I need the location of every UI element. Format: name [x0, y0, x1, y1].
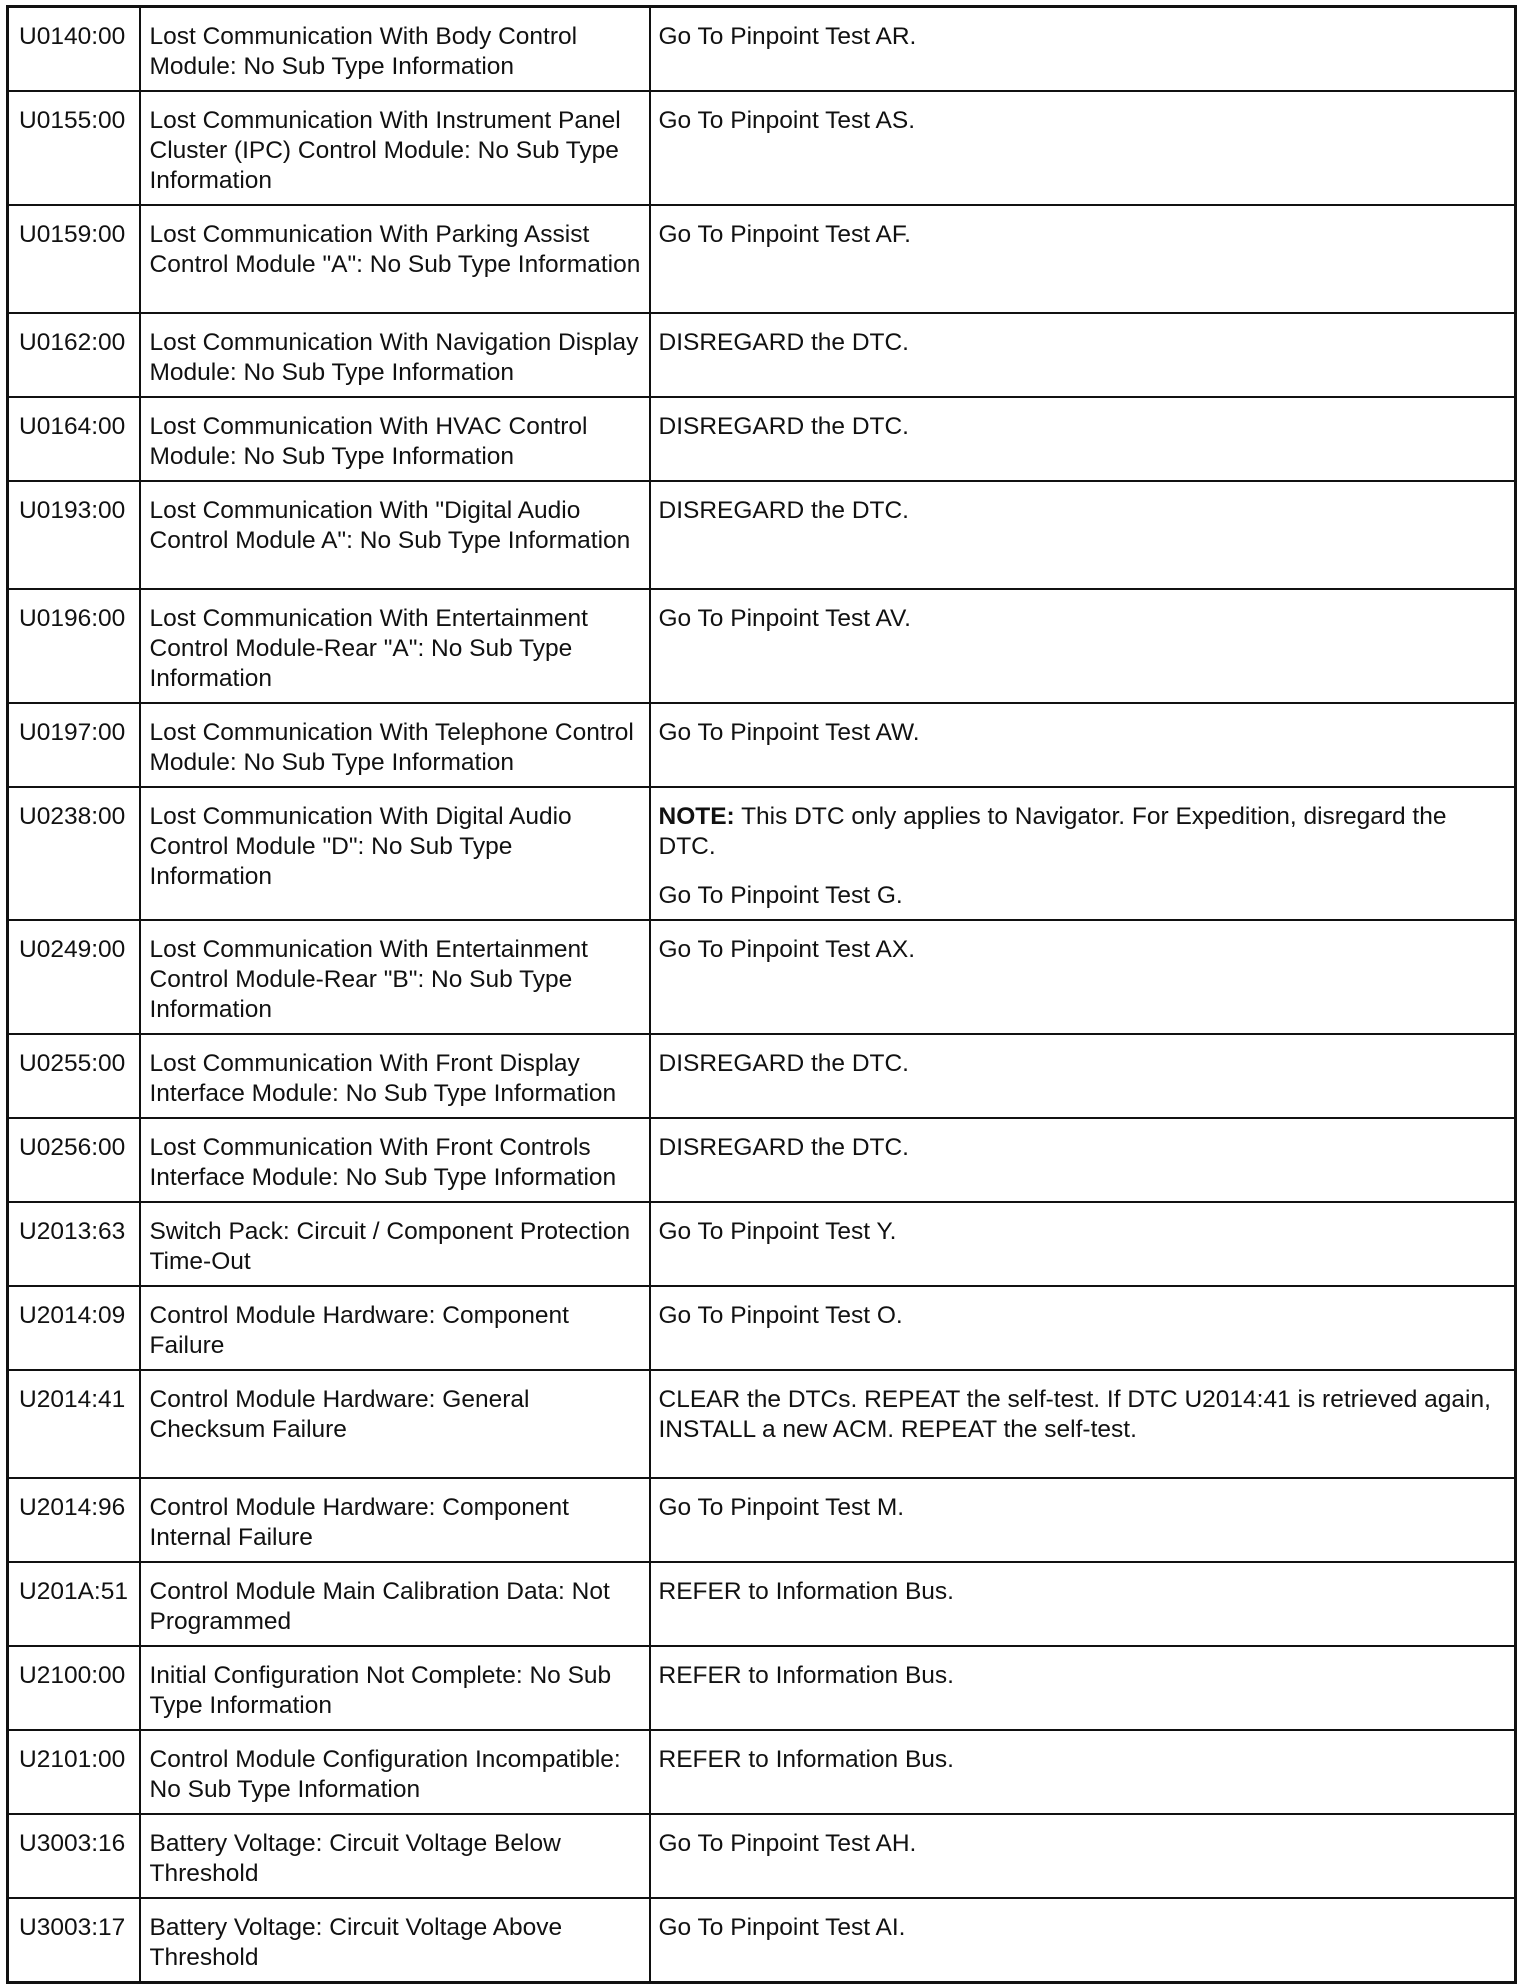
dtc-description: Control Module Hardware: Component Internal Failure: [140, 1478, 650, 1562]
table-row: [8, 1562, 1516, 1646]
dtc-description: Lost Communication With Front Display Interface Module: No Sub Type Information: [140, 1034, 650, 1118]
dtc-description: Lost Communication With Entertainment Control Module-Rear "A": No Sub Type Information: [140, 589, 650, 703]
table-row: [8, 1814, 1516, 1898]
table-row: [8, 703, 1516, 787]
dtc-code: U2101:00: [8, 1730, 140, 1814]
dtc-code: U0249:00: [8, 920, 140, 1034]
table-row: [8, 1478, 1516, 1562]
table-row: [8, 920, 1516, 1034]
dtc-description: Battery Voltage: Circuit Voltage Above Threshold: [140, 1898, 650, 1983]
dtc-code: U0164:00: [8, 397, 140, 481]
dtc-description: Lost Communication With Telephone Control Module: No Sub Type Information: [140, 703, 650, 787]
dtc-action: Go To Pinpoint Test O.: [650, 1286, 1516, 1370]
dtc-code: U0256:00: [8, 1118, 140, 1202]
dtc-code: U2014:96: [8, 1478, 140, 1562]
dtc-action: Go To Pinpoint Test AR.: [650, 7, 1516, 92]
dtc-action: DISREGARD the DTC.: [650, 1118, 1516, 1202]
dtc-action: DISREGARD the DTC.: [650, 397, 1516, 481]
dtc-action: Go To Pinpoint Test AX.: [650, 920, 1516, 1034]
dtc-code: U0193:00: [8, 481, 140, 589]
dtc-action: Go To Pinpoint Test M.: [650, 1478, 1516, 1562]
dtc-description: Battery Voltage: Circuit Voltage Below Threshold: [140, 1814, 650, 1898]
table-row: [8, 205, 1516, 313]
table-row: [8, 397, 1516, 481]
dtc-description: Control Module Main Calibration Data: Not Programmed: [140, 1562, 650, 1646]
table-row: [8, 1118, 1516, 1202]
note-label: NOTE:: [658, 803, 735, 830]
dtc-description: Control Module Configuration Incompatible: No Sub Type Information: [140, 1730, 650, 1814]
table-row: [8, 1730, 1516, 1814]
dtc-description: Switch Pack: Circuit / Component Protection Time-Out: [140, 1202, 650, 1286]
dtc-description: Lost Communication With "Digital Audio Control Module A": No Sub Type Information: [140, 481, 650, 589]
dtc-code: U2014:41: [8, 1370, 140, 1478]
note-paragraph: [659, 802, 1507, 862]
table-row: [8, 1034, 1516, 1118]
dtc-code: U3003:17: [8, 1898, 140, 1983]
dtc-action: DISREGARD the DTC.: [650, 481, 1516, 589]
dtc-code: U0140:00: [8, 7, 140, 92]
table-row: [8, 1370, 1516, 1478]
dtc-description: Lost Communication With Instrument Panel Cluster (IPC) Control Module: No Sub Type Information: [140, 91, 650, 205]
dtc-code: U0255:00: [8, 1034, 140, 1118]
dtc-action: Go To Pinpoint Test AI.: [650, 1898, 1516, 1983]
dtc-action: Go To Pinpoint Test AF.: [650, 205, 1516, 313]
dtc-action: Go To Pinpoint Test Y.: [650, 1202, 1516, 1286]
dtc-code: U201A:51: [8, 1562, 140, 1646]
dtc-action: Go To Pinpoint Test AS.: [650, 91, 1516, 205]
dtc-description: Lost Communication With HVAC Control Module: No Sub Type Information: [140, 397, 650, 481]
dtc-action: Go To Pinpoint Test AV.: [650, 589, 1516, 703]
table-row: [8, 1202, 1516, 1286]
dtc-action: REFER to Information Bus.: [650, 1562, 1516, 1646]
table-row: [8, 481, 1516, 589]
table-row: [8, 313, 1516, 397]
table-row: [8, 7, 1516, 92]
dtc-action: DISREGARD the DTC.: [650, 1034, 1516, 1118]
dtc-code: U2100:00: [8, 1646, 140, 1730]
dtc-code: U0155:00: [8, 91, 140, 205]
dtc-description: Lost Communication With Entertainment Control Module-Rear "B": No Sub Type Information: [140, 920, 650, 1034]
dtc-action: CLEAR the DTCs. REPEAT the self-test. If DTC U2014:41 is retrieved again, INSTALL a new ACM. REPEAT the self-test.: [650, 1370, 1516, 1478]
dtc-code: U2013:63: [8, 1202, 140, 1286]
dtc-code: U0162:00: [8, 313, 140, 397]
table-row: [8, 1898, 1516, 1983]
dtc-description: Lost Communication With Parking Assist Control Module "A": No Sub Type Information: [140, 205, 650, 313]
dtc-code: U0159:00: [8, 205, 140, 313]
dtc-description: Control Module Hardware: General Checksum Failure: [140, 1370, 650, 1478]
dtc-action: DISREGARD the DTC.: [650, 313, 1516, 397]
dtc-description: Lost Communication With Front Controls Interface Module: No Sub Type Information: [140, 1118, 650, 1202]
note-text: This DTC only applies to Navigator. For Expedition, disregard the DTC.: [658, 803, 1447, 860]
dtc-description: Lost Communication With Digital Audio Control Module "D": No Sub Type Information: [140, 787, 650, 920]
table-row: [8, 1286, 1516, 1370]
dtc-code: U3003:16: [8, 1814, 140, 1898]
dtc-code: U0238:00: [8, 787, 140, 920]
dtc-code: U0197:00: [8, 703, 140, 787]
dtc-action: Go To Pinpoint Test AW.: [650, 703, 1516, 787]
dtc-description: Lost Communication With Body Control Module: No Sub Type Information: [140, 7, 650, 92]
dtc-description: Control Module Hardware: Component Failure: [140, 1286, 650, 1370]
dtc-action-cell: [650, 787, 1516, 920]
dtc-code: U0196:00: [8, 589, 140, 703]
dtc-action: REFER to Information Bus.: [650, 1646, 1516, 1730]
dtc-action: REFER to Information Bus.: [650, 1730, 1516, 1814]
dtc-action: Go To Pinpoint Test AH.: [650, 1814, 1516, 1898]
dtc-table: [6, 5, 1517, 1984]
dtc-code: U2014:09: [8, 1286, 140, 1370]
table-row: [8, 91, 1516, 205]
table-row: [8, 589, 1516, 703]
dtc-action: Go To Pinpoint Test G.: [658, 882, 903, 909]
dtc-description: Initial Configuration Not Complete: No Sub Type Information: [140, 1646, 650, 1730]
dtc-description: Lost Communication With Navigation Display Module: No Sub Type Information: [140, 313, 650, 397]
table-row: [8, 1646, 1516, 1730]
table-row: [8, 787, 1516, 920]
